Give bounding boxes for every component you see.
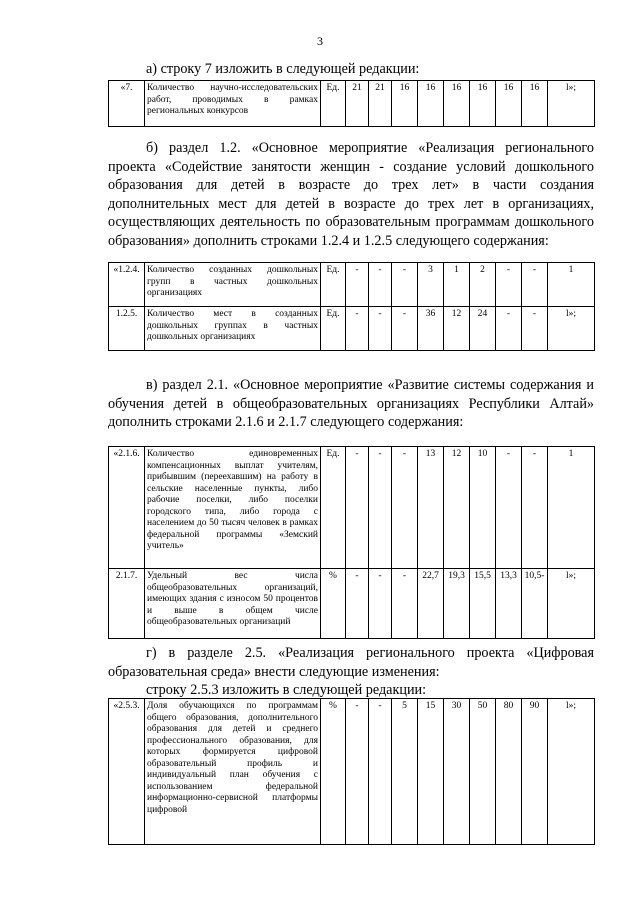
value-cell: - xyxy=(522,447,548,569)
value-cell-last: l»; xyxy=(548,81,595,127)
value-cell: - xyxy=(392,307,418,351)
value-cell: 21 xyxy=(346,81,369,127)
value-cell: - xyxy=(346,699,369,845)
table-row xyxy=(109,81,595,127)
value-cell: - xyxy=(369,447,392,569)
value-cell: 16 xyxy=(470,81,496,127)
unit-cell: Ед. xyxy=(321,307,346,351)
table-row xyxy=(109,263,595,307)
value-cell-last: l»; xyxy=(548,569,595,639)
value-cell: - xyxy=(496,263,522,307)
value-cell: - xyxy=(496,307,522,351)
unit-cell: Ед. xyxy=(321,447,346,569)
value-cell: 16 xyxy=(392,81,418,127)
value-cell: - xyxy=(346,263,369,307)
table-row xyxy=(109,307,595,351)
table-row-2-5-3 xyxy=(108,698,595,845)
section-c-intro: в) раздел 2.1. «Основное мероприятие «Развитие системы содержания и обучения детей в общеобразовательных организациях Республики Алтай» дополнить строками 2.1.6 и 2.1.7 следующего содержания: xyxy=(108,377,594,430)
value-cell: - xyxy=(392,447,418,569)
value-cell: 12 xyxy=(444,307,470,351)
section-a-intro: а) строку 7 изложить в следующей редакции: xyxy=(146,61,420,77)
unit-cell: Ед. xyxy=(321,81,346,127)
unit-cell: % xyxy=(321,569,346,639)
value-cell: 16 xyxy=(496,81,522,127)
value-cell: - xyxy=(346,307,369,351)
value-cell: 30 xyxy=(444,699,470,845)
value-cell: 13 xyxy=(418,447,444,569)
value-cell: 3 xyxy=(418,263,444,307)
value-cell: 13,3 xyxy=(496,569,522,639)
page-number: 3 xyxy=(317,34,323,48)
value-cell: - xyxy=(392,263,418,307)
row-id-cell: 1.2.5. xyxy=(109,307,145,351)
value-cell: - xyxy=(522,307,548,351)
value-cell: - xyxy=(369,699,392,845)
value-cell: - xyxy=(522,263,548,307)
indicator-name-cell: Удельный вес числа общеобразовательных организаций, имеющих здания с износом 50 процентов и выше в общем числе общеобразовательных организаций xyxy=(145,569,321,639)
value-cell: - xyxy=(346,447,369,569)
value-cell: 1 xyxy=(444,263,470,307)
value-cell: 10,5- xyxy=(522,569,548,639)
row-id-cell: «2.5.3. xyxy=(109,699,145,845)
value-cell: 21 xyxy=(369,81,392,127)
value-cell: 80 xyxy=(496,699,522,845)
value-cell-last: 1 xyxy=(548,263,595,307)
row-id-cell: «2.1.6. xyxy=(109,447,145,569)
value-cell-last: l»; xyxy=(548,699,595,845)
value-cell: - xyxy=(369,307,392,351)
value-cell: 16 xyxy=(418,81,444,127)
value-cell: 90 xyxy=(522,699,548,845)
table-row xyxy=(109,569,595,639)
value-cell: 12 xyxy=(444,447,470,569)
value-cell: 22,7 xyxy=(418,569,444,639)
table-rows-2-1 xyxy=(108,446,595,639)
unit-cell: Ед. xyxy=(321,263,346,307)
indicator-name-cell: Количество мест в созданных дошкольных группах в частных дошкольных организациях xyxy=(145,307,321,351)
section-d-sub: строку 2.5.3 изложить в следующей редакции: xyxy=(146,682,427,698)
row-id-cell: «1.2.4. xyxy=(109,263,145,307)
value-cell-last: 1 xyxy=(548,447,595,569)
unit-cell: % xyxy=(321,699,346,845)
value-cell: 19,3 xyxy=(444,569,470,639)
table-row xyxy=(109,447,595,569)
value-cell: 5 xyxy=(392,699,418,845)
section-b-intro: б) раздел 1.2. «Основное мероприятие «Реализация регионального проекта «Содействие занятости женщин - создание условий дошкольного образования для детей в возрасте до трех лет» в части создания дополнительных мест для детей в возрасте до трех лет в организациях, осуществляющих деятельность по образовательным программам дошкольного образования» дополнить строками 1.2.4 и 1.2.5 следующего содержания: xyxy=(108,140,594,249)
table-row-7 xyxy=(108,80,595,127)
value-cell: 24 xyxy=(470,307,496,351)
value-cell: 50 xyxy=(470,699,496,845)
value-cell: 2 xyxy=(470,263,496,307)
value-cell: 16 xyxy=(444,81,470,127)
row-id-cell: 2.1.7. xyxy=(109,569,145,639)
value-cell: 15,5 xyxy=(470,569,496,639)
indicator-name-cell: Количество научно-исследовательских работ, проводимых в рамках региональных конкурсов xyxy=(145,81,321,127)
value-cell-last: l»; xyxy=(548,307,595,351)
table-rows-1-2 xyxy=(108,262,595,351)
indicator-name-cell: Количество созданных дошкольных групп в частных дошкольных организациях xyxy=(145,263,321,307)
value-cell: - xyxy=(496,447,522,569)
table-row xyxy=(109,699,595,845)
row-id-cell: «7. xyxy=(109,81,145,127)
indicator-name-cell: Доля обучающихся по программам общего образования, дополнительного образования для детей и среднего профессионального образования, для которых формируется цифровой образовательный профиль и индивидуальный план обучения с использованием федеральной информационно-сервисной платформы цифровой xyxy=(145,699,321,845)
value-cell: 10 xyxy=(470,447,496,569)
value-cell: 15 xyxy=(418,699,444,845)
value-cell: - xyxy=(369,263,392,307)
value-cell: 16 xyxy=(522,81,548,127)
value-cell: 36 xyxy=(418,307,444,351)
value-cell: - xyxy=(346,569,369,639)
section-d-intro: г) в разделе 2.5. «Реализация регионального проекта «Цифровая образовательная среда» внести следующие изменения: xyxy=(108,645,594,680)
value-cell: - xyxy=(392,569,418,639)
indicator-name-cell: Количество единовременных компенсационных выплат учителям, прибывшим (переехавшим) на работу в сельские населенные пункты, либо рабочие поселки, либо поселки городского типа, либо города с населением до 50 тысяч человек в рамках федеральной программы «Земский учитель» xyxy=(145,447,321,569)
value-cell: - xyxy=(369,569,392,639)
